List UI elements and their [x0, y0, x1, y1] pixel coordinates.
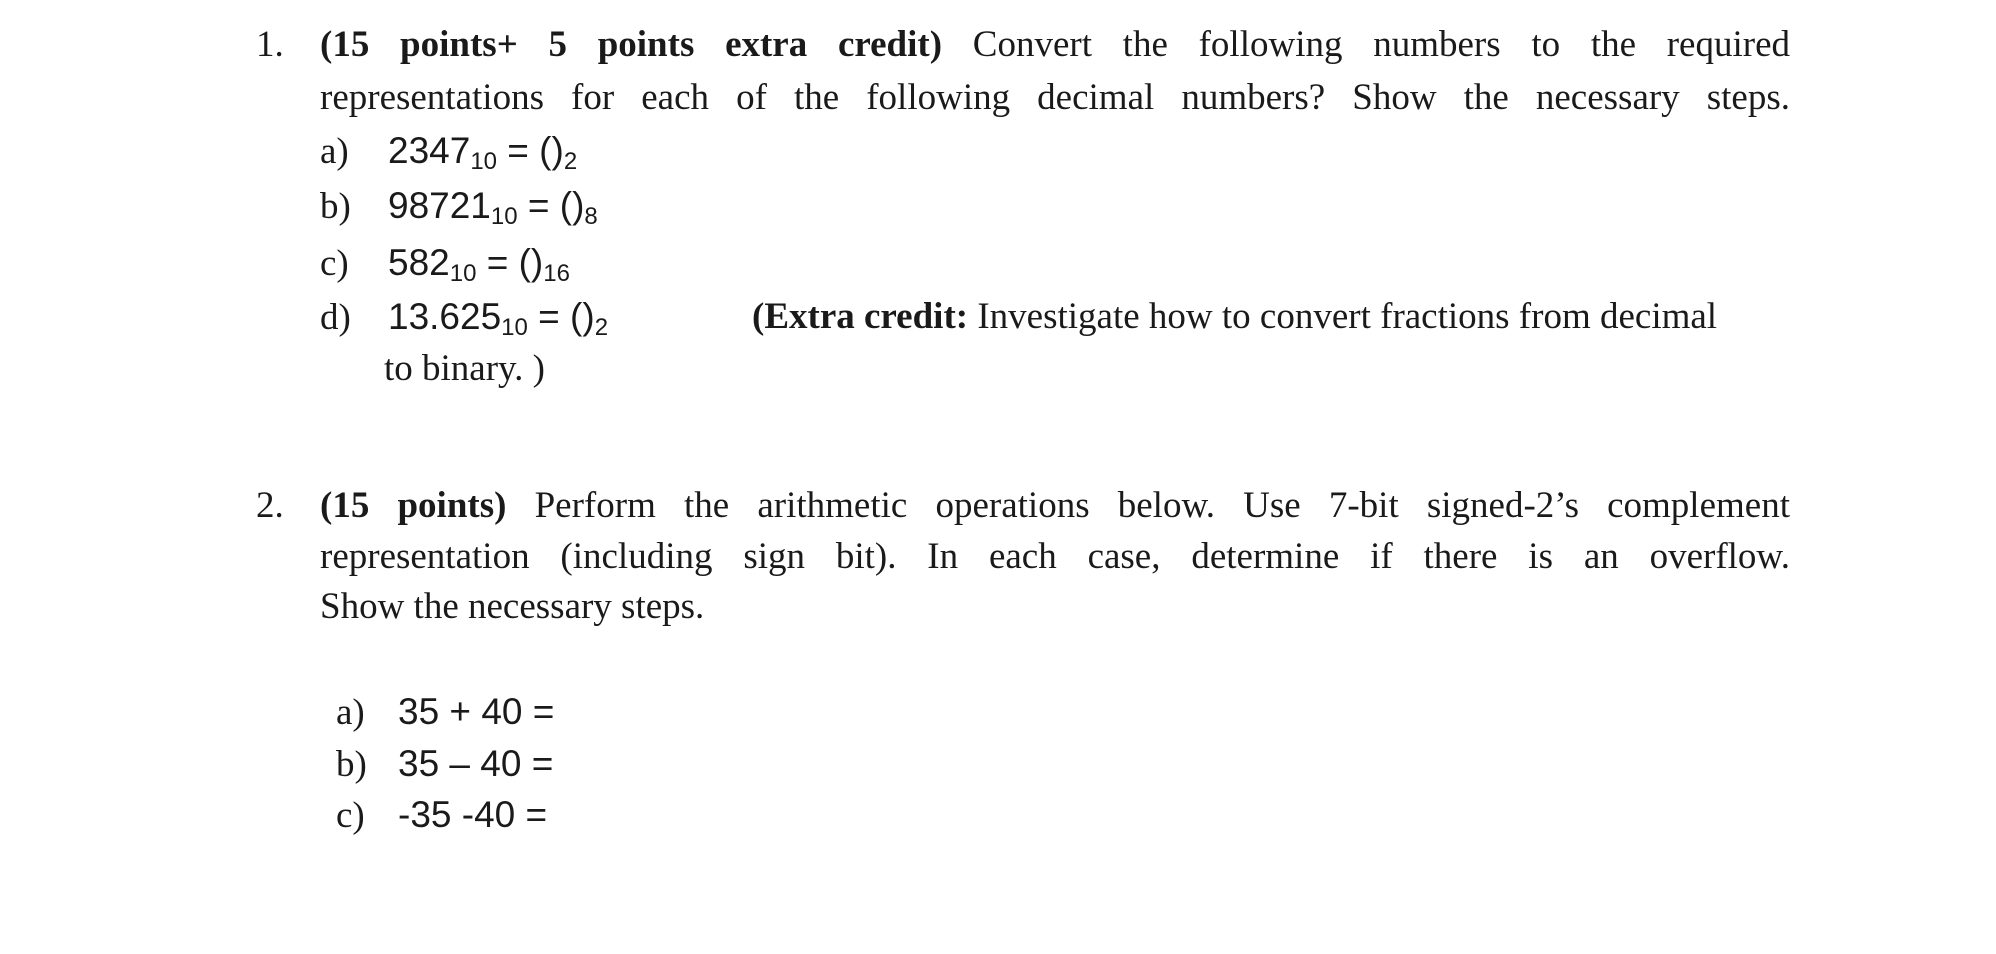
extra-credit-label: (Extra credit: — [752, 296, 969, 337]
extra-credit-text-continued: to binary. ) — [384, 348, 545, 389]
question-1-text-line-1: Convert the following numbers to the required — [972, 24, 1790, 65]
item-from-base: 10 — [490, 203, 518, 230]
item-label: c) — [336, 795, 365, 836]
question-2-item-b — [336, 745, 553, 783]
item-equals: = () — [507, 130, 564, 171]
question-1-number: 1. — [256, 24, 284, 65]
item-to-base: 2 — [563, 148, 578, 175]
item-to-base: 8 — [584, 203, 598, 230]
item-from-base: 10 — [501, 314, 528, 341]
question-1-item-b — [320, 185, 598, 230]
item-equals: = () — [538, 296, 595, 337]
question-2-line-1 — [320, 487, 1790, 524]
item-value: 98721 — [388, 185, 491, 226]
item-value: 2347 — [388, 130, 471, 171]
question-1-points: (15 points+ 5 points extra credit) — [320, 24, 943, 65]
question-2-points: (15 points) — [320, 485, 507, 526]
item-equals: = () — [486, 242, 544, 283]
item-to-base: 16 — [543, 260, 570, 287]
extra-credit-text: Investigate how to convert fractions from decimal — [977, 296, 1718, 337]
item-label: c) — [320, 243, 349, 284]
item-expression: 35 + 40 = — [398, 691, 555, 732]
question-1-item-c — [320, 242, 570, 287]
question-2-text-line-1: Perform the arithmetic operations below. Use 7-bit signed-2’s complement — [534, 485, 1790, 526]
item-label: a) — [336, 692, 365, 733]
question-2-text-line-3: Show the necessary steps. — [320, 586, 705, 627]
item-label: d) — [320, 297, 351, 338]
question-2-number: 2. — [256, 485, 284, 526]
question-1-item-d — [320, 296, 609, 341]
question-2-item-c — [336, 796, 547, 834]
item-value: 13.625 — [388, 296, 502, 337]
item-equals: = () — [527, 185, 585, 226]
item-label: b) — [336, 744, 367, 785]
item-label: b) — [320, 186, 351, 227]
item-from-base: 10 — [449, 260, 477, 287]
extra-credit-note — [752, 298, 1717, 335]
item-expression: -35 -40 = — [398, 794, 548, 835]
question-2-text-line-2: representation (including sign bit). In each case, determine if there is an overflow. — [320, 536, 1790, 577]
question-1-line-1 — [320, 26, 1790, 63]
item-from-base: 10 — [470, 148, 498, 175]
item-label: a) — [320, 131, 349, 172]
item-to-base: 2 — [594, 314, 609, 341]
question-1-item-a — [320, 130, 578, 175]
item-expression: 35 – 40 = — [398, 743, 554, 784]
question-1-text-line-2: representations for each of the following decimal numbers? Show the necessary steps. — [320, 77, 1790, 118]
item-value: 582 — [388, 242, 450, 283]
question-2-item-a — [336, 693, 554, 731]
